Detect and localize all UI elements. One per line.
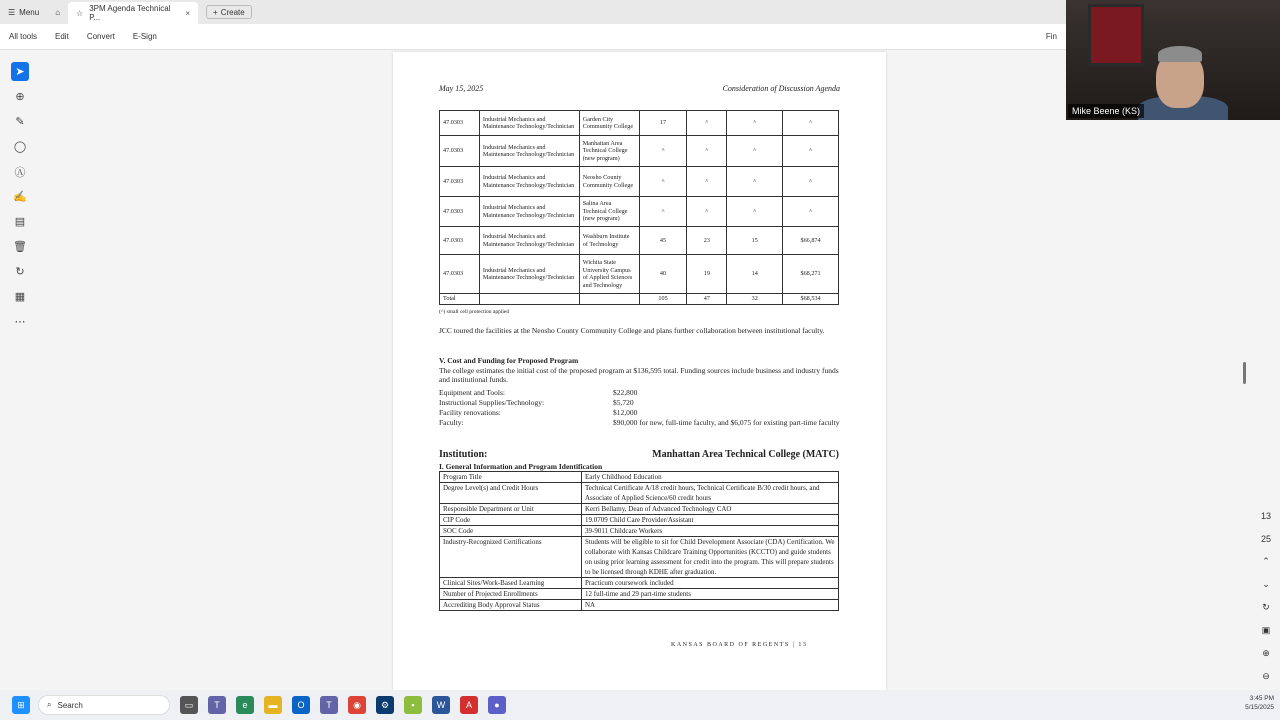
value-cell: 23 [687, 227, 727, 255]
value-cell: ^ [687, 197, 727, 227]
program-cell: Industrial Mechanics and Maintenance Technology/Technician [479, 136, 579, 167]
home-button[interactable] [47, 0, 68, 24]
cip-cell: 47.0303 [440, 197, 480, 227]
value-cell: ^ [783, 197, 839, 227]
section5-title: V. Cost and Funding for Proposed Program [439, 356, 579, 365]
zoom-in-icon[interactable]: ⊕ [1262, 648, 1270, 658]
info-value: 19.0709 Child Care Provider/Assistant [582, 515, 839, 526]
value-cell: 14 [727, 255, 783, 294]
table-row [440, 589, 839, 600]
create-button[interactable] [206, 5, 252, 19]
menu-button[interactable] [0, 0, 47, 24]
acrobat-icon[interactable]: A [460, 696, 478, 714]
rotate-icon[interactable]: ↻ [15, 266, 25, 278]
page-date: May 15, 2025 [439, 84, 484, 93]
list-item [439, 388, 849, 398]
jcc-paragraph: JCC toured the facilities at the Neosho County Community College and plans further collaboration between institutional faculty. [439, 326, 825, 335]
left-tool-rail [0, 62, 40, 352]
value-cell: ^ [783, 111, 839, 136]
college-cell: Washburn Institute of Technology [579, 227, 639, 255]
funding-label: Facility renovations: [439, 408, 501, 417]
cip-cell: 47.0303 [440, 111, 480, 136]
more-icon[interactable]: ⋯ [14, 316, 26, 328]
funding-label: Equipment and Tools: [439, 388, 505, 397]
section5-paragraph: The college estimates the initial cost of the proposed program at $136,595 total. Funding sources include business and industry funds and institutional funds. [439, 366, 839, 384]
star-icon: ☆ [76, 8, 84, 18]
info-key: SOC Code [440, 526, 582, 537]
plus-icon: + [213, 7, 218, 17]
info-key: Clinical Sites/Work-Based Learning [440, 578, 582, 589]
tab-title: 3PM Agenda Technical P... [89, 4, 171, 22]
table-footnote: (^) small cell protection applied [439, 309, 510, 315]
edge-icon[interactable]: e [236, 696, 254, 714]
teams-icon[interactable]: T [208, 696, 226, 714]
info-value: Practicum coursework included [582, 578, 839, 589]
total-pages: 25 [1260, 533, 1271, 544]
find-button[interactable]: Fin [1045, 32, 1057, 41]
pen-icon[interactable]: ✎ [15, 116, 25, 128]
table-row [440, 472, 839, 483]
toolbar-convert[interactable]: Convert [86, 32, 115, 41]
system-clock[interactable] [1245, 694, 1274, 712]
participant-name: Mike Beene (KS) [1068, 104, 1144, 118]
word-icon[interactable]: W [432, 696, 450, 714]
total-cell: 105 [639, 294, 687, 305]
teams-work-icon[interactable]: T [320, 696, 338, 714]
refresh-icon[interactable]: ↻ [1262, 602, 1270, 612]
signature-icon[interactable]: ✍ [13, 191, 27, 203]
toolbar-esign[interactable]: E-Sign [132, 32, 157, 41]
institution-heading [439, 449, 839, 460]
college-cell: Salina Area Technical College (new program) [579, 197, 639, 227]
clock-time: 3:45 PM [1249, 695, 1274, 702]
info-value: Students will be eligible to sit for Child Development Associate (CDA) Certification. We collaborate with Kansas Childcare Training Opportunities (KCCTO) and guide students on using prior learning assessment for credit into the program. This will prepare students to be licensed through KDHE after graduation. [582, 537, 839, 578]
create-label: Create [220, 7, 245, 17]
value-cell: ^ [639, 197, 687, 227]
current-page-indicator[interactable]: 13 [1260, 510, 1271, 521]
info-key: CIP Code [440, 515, 582, 526]
text-box-icon[interactable]: Ⓐ [14, 166, 26, 179]
total-label: Total [440, 294, 480, 305]
info-value: NA [582, 600, 839, 611]
page-heading: Consideration of Discussion Agenda [722, 84, 840, 93]
page-thumbnail-icon[interactable]: ▣ [1261, 625, 1271, 635]
file-explorer-icon[interactable]: ▬ [264, 696, 282, 714]
table-row [440, 227, 839, 255]
program-cell: Industrial Mechanics and Maintenance Technology/Technician [479, 167, 579, 197]
funding-value: $22,800 [613, 388, 638, 397]
table-row [440, 537, 839, 578]
list-item [439, 408, 849, 418]
clock-date: 5/15/2025 [1245, 704, 1274, 711]
os-taskbar [0, 690, 1280, 720]
info-key: Industry-Recognized Certifications [440, 537, 582, 578]
table-row [440, 526, 839, 537]
chrome-icon[interactable]: ◉ [348, 696, 366, 714]
value-cell: $68,271 [783, 255, 839, 294]
page-down-icon[interactable]: ⌄ [1262, 579, 1270, 589]
table-row [440, 136, 839, 167]
value-cell: 15 [727, 227, 783, 255]
info-key: Accrediting Body Approval Status [440, 600, 582, 611]
table-row [440, 600, 839, 611]
institution-name: Manhattan Area Technical College (MATC) [652, 449, 839, 460]
app-icon[interactable]: ▪ [404, 696, 422, 714]
value-cell: ^ [783, 136, 839, 167]
total-cell: $68,534 [783, 294, 839, 305]
tab-close-icon[interactable]: × [185, 8, 191, 18]
select-icon[interactable]: ➤ [11, 62, 29, 81]
outlook-icon[interactable]: O [292, 696, 310, 714]
value-cell: ^ [639, 167, 687, 197]
cip-cell: 47.0303 [440, 136, 480, 167]
form-icon[interactable]: ▤ [14, 216, 26, 228]
taskbar-search[interactable] [38, 695, 170, 715]
value-cell: ^ [687, 136, 727, 167]
program-cell: Industrial Mechanics and Maintenance Technology/Technician [479, 197, 579, 227]
cip-cell: 47.0303 [440, 167, 480, 197]
cip-cell: 47.0303 [440, 255, 480, 294]
program-info-table [439, 471, 839, 611]
participant-hair [1158, 46, 1202, 62]
zoom-icon[interactable]: ⊕ [15, 91, 25, 103]
search-label: Search [57, 700, 83, 710]
cip-cell: 47.0303 [440, 227, 480, 255]
total-cell: 47 [687, 294, 727, 305]
table-total-row [440, 294, 839, 305]
toolbar-edit[interactable]: Edit [55, 32, 69, 41]
value-cell: ^ [687, 167, 727, 197]
value-cell: ^ [727, 136, 783, 167]
program-cell: Industrial Mechanics and Maintenance Technology/Technician [479, 111, 579, 136]
table-row [440, 111, 839, 136]
delete-icon[interactable]: 🗑 [13, 241, 27, 253]
settings-app-icon[interactable]: ⚙ [376, 696, 394, 714]
hamburger-icon: ☰ [8, 7, 16, 17]
windows-start-icon[interactable]: ⊞ [12, 696, 30, 714]
organize-icon[interactable]: ▦ [14, 291, 26, 303]
program-table [439, 110, 839, 305]
value-cell: ^ [727, 167, 783, 197]
funding-value: $5,720 [613, 398, 634, 407]
video-call-tile[interactable] [1066, 0, 1280, 120]
table-row [440, 167, 839, 197]
value-cell: 19 [687, 255, 727, 294]
section1-title: I. General Information and Program Identification [439, 462, 603, 471]
info-value: Early Childhood Education [582, 472, 839, 483]
total-cell: 32 [727, 294, 783, 305]
info-value: Technical Certificate A/18 credit hours, Technical Certificate B/30 credit hours, and Associate of Applied Science/60 credit hours [582, 483, 839, 504]
table-row [440, 197, 839, 227]
value-cell: 17 [639, 111, 687, 136]
info-key: Responsible Department or Unit [440, 504, 582, 515]
program-cell: Industrial Mechanics and Maintenance Technology/Technician [479, 255, 579, 294]
funding-list [439, 388, 849, 428]
value-cell: 45 [639, 227, 687, 255]
pdf-page [393, 52, 886, 692]
document-tab[interactable] [68, 2, 198, 24]
search-icon: ⌕ [47, 700, 52, 709]
toolbar-all-tools[interactable]: All tools [9, 32, 38, 41]
college-cell: Wichita State University Campus of Applied Sciences and Technology [579, 255, 639, 294]
lasso-icon[interactable]: ◯ [13, 141, 27, 153]
scrollbar-thumb[interactable] [1243, 362, 1246, 384]
value-cell: ^ [783, 167, 839, 197]
info-key: Degree Level(s) and Credit Hours [440, 483, 582, 504]
menu-label: Menu [19, 7, 40, 17]
program-cell: Industrial Mechanics and Maintenance Technology/Technician [479, 227, 579, 255]
value-cell: ^ [639, 136, 687, 167]
institution-label: Institution: [439, 449, 488, 460]
home-icon: ⌂ [55, 7, 61, 17]
table-row [440, 483, 839, 504]
value-cell: ^ [727, 111, 783, 136]
table-row [440, 515, 839, 526]
table-row [440, 504, 839, 515]
college-cell: Neosho County Community College [579, 167, 639, 197]
info-value: 39-9011 Childcare Workers [582, 526, 839, 537]
funding-value: $12,000 [613, 408, 638, 417]
meeting-app-icon[interactable]: ● [488, 696, 506, 714]
college-cell: Garden City Community College [579, 111, 639, 136]
task-view-icon[interactable]: ▭ [180, 696, 198, 714]
value-cell: 40 [639, 255, 687, 294]
page-up-icon[interactable]: ⌃ [1262, 556, 1270, 566]
info-key: Program Title [440, 472, 582, 483]
table-row [440, 255, 839, 294]
info-key: Number of Projected Enrollments [440, 589, 582, 600]
college-cell: Manhattan Area Technical College (new program) [579, 136, 639, 167]
wall-art [1088, 4, 1144, 66]
zoom-out-icon[interactable]: ⊖ [1262, 671, 1270, 681]
value-cell: ^ [727, 197, 783, 227]
value-cell: ^ [687, 111, 727, 136]
funding-label: Faculty: [439, 418, 464, 427]
table-row [440, 578, 839, 589]
info-value: Kerri Bellamy, Dean of Advanced Technology CAO [582, 504, 839, 515]
list-item [439, 418, 849, 428]
list-item [439, 398, 849, 408]
value-cell: $66,874 [783, 227, 839, 255]
page-controls [1256, 508, 1276, 684]
page-footer: KANSAS BOARD OF REGENTS | 13 [671, 642, 808, 648]
info-value: 12 full-time and 29 part-time students [582, 589, 839, 600]
funding-value: $90,000 for new, full-time faculty, and $6,075 for existing part-time faculty [613, 418, 840, 427]
funding-label: Instructional Supplies/Technology: [439, 398, 545, 407]
